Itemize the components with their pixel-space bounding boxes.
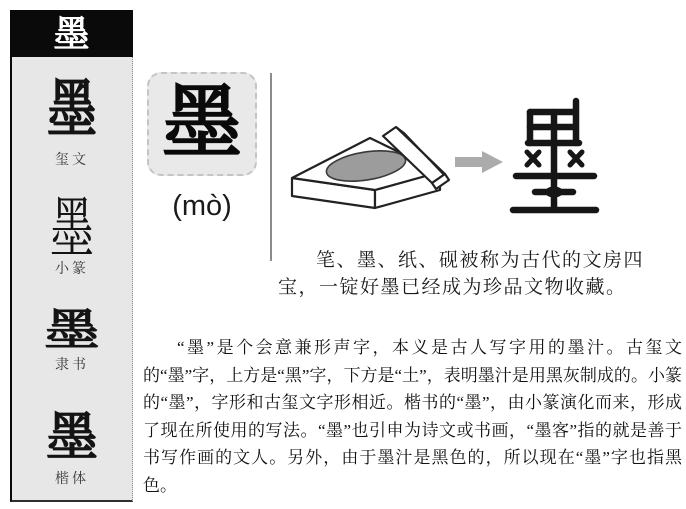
glyph-xiaozhuan-char: 墨 <box>50 192 94 266</box>
glyph-xiwen-char: 墨 <box>47 74 97 144</box>
etymology-paragraph: “墨”是个会意兼形声字，本义是古人写字用的墨汁。古玺文的“墨”字，上方是“黑”字，下方是“土”，表明墨汁是用黑灰制成的。小篆的“墨”，字形和古玺文字形相近。楷书的“墨”，由小篆演化而来，形成了现在所使用的写法。“墨”也引申为诗文或书画，“墨客”指的就是善于书写作画的文人。另外，由于墨汁是黑色的，所以现在“墨”字也指黑色。 <box>143 338 682 495</box>
label-kaiti: 楷体 <box>55 472 89 487</box>
sidebar-header-char: 墨 <box>53 13 90 54</box>
glyph-kaiti-char: 墨 <box>45 410 98 467</box>
glyph-lishu-char: 墨 <box>44 306 100 355</box>
ancient-seal-character <box>513 101 596 210</box>
inkstone-illustration <box>283 86 605 234</box>
label-lishu: 隶书 <box>55 358 89 373</box>
glyph-xiwen <box>12 55 132 163</box>
vertical-divider <box>270 73 272 261</box>
script-evolution-sidebar <box>10 10 133 502</box>
arrow-right-icon <box>455 151 503 173</box>
illustration-caption: 笔、墨、纸、砚被称为古代的文房四宝，一锭好墨已经成为珍品文物收藏。 <box>278 250 645 298</box>
label-xiaozhuan: 小篆 <box>55 262 89 277</box>
pinyin-label: (mò) <box>172 190 232 222</box>
headword-char: 墨 <box>162 80 242 168</box>
label-xiwen: 玺文 <box>55 153 89 168</box>
glyph-lishu <box>0 302 144 361</box>
glyph-kaiti <box>12 402 132 476</box>
headword-box <box>147 72 257 176</box>
sidebar-header <box>10 10 133 57</box>
